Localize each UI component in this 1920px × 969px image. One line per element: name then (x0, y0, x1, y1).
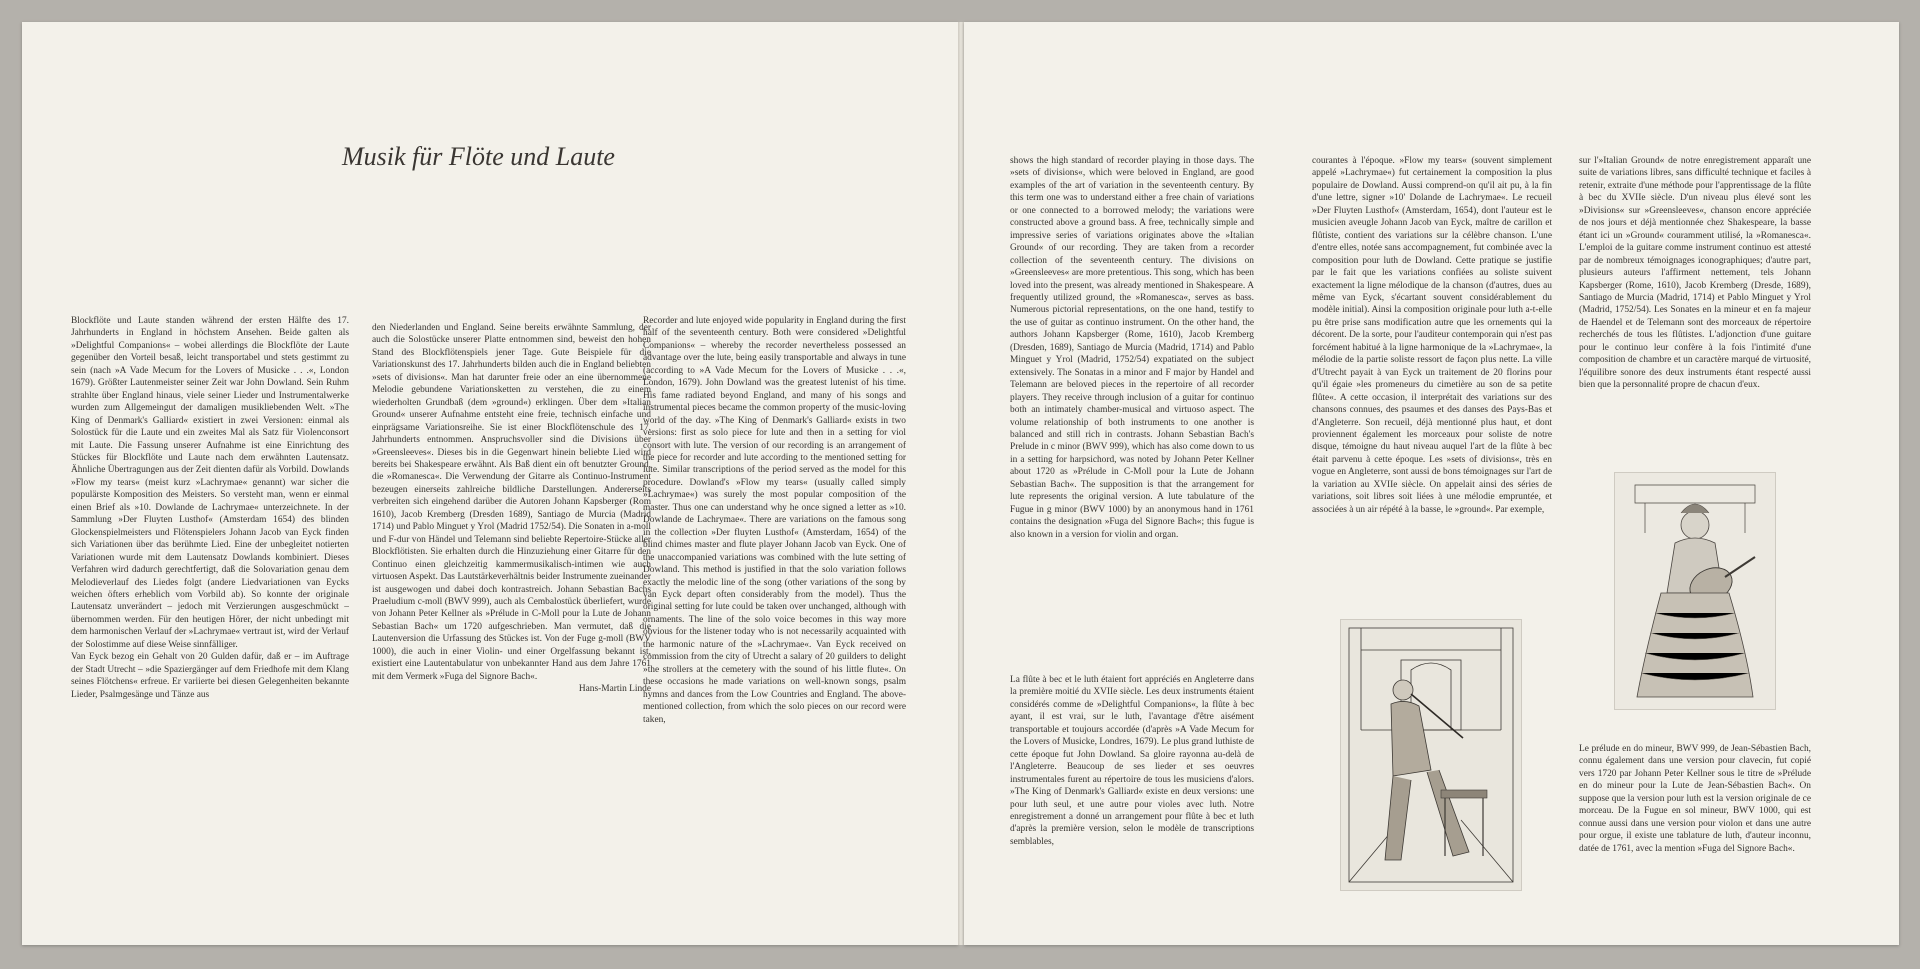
english-paragraph-2: shows the high standard of recorder playing in those days. The »sets of divisions«, which were beloved in England, are good examples of the art of variation in the seventeenth century. By this term one was to understand either a free chain of variations or one connected to a borrowed melody; the variations were constructed above a ground bass. A free, technically simple and impressive series of variations originates above the »Italian Ground« of our recording. They are taken from a recorder collection of the seventeenth century. The divisions on »Greensleeves« are more pretentious. This song, which has been loved into the present, was already mentioned in Shakespeare. A frequently utilized ground, the »Romanesca«, serves as bass. Numerous pictorial representations, on the one hand, testify to the use of guitar as continuo instrument. On the other hand, the authors Johann Kapsberger (Rome, 1610), Jacob Kremberg (Dresden, 1689), Santiago de Murcia (Madrid, 1714) and Pablo Minguet y Yrol (Madrid, 1752/54) expatiated on the subject extensively. The Sonatas in a minor and F major by Handel and Telemann are beloved pieces in the repertoire of all recorder players. They receive through inclusion of a guitar for continuo both an intimately chamber-musical and virtuoso aspect. The volume relationship of both instruments to one another is balanced and still rich in contrasts. Johann Sebastian Bach's Prelude in c minor (BWV 999), which has also come down to us in a setting for harpsichord, was noted by Johann Peter Kellner about 1720 as »Prélude in C-Moll pour la Lute de Johann Sebastian Bach«. The supposition is that the arrangement for lute represents the original version. A lute tabulature of the Fugue in g minor (BWV 1000) by an anonymous hand in 1761 contains the designation »Fuga del Signore Bach«; this fugue is also known in a version for violin and organ. (1010, 156, 1254, 540)
french-text-column-4 (1579, 743, 1811, 855)
german-paragraph-2: Van Eyck bezog ein Gehalt von 20 Gulden dafür, daß er – im Auftrage der Stadt Utrecht – »die Spaziergänger auf dem Friedhofe mit dem Klang seines Flötchens« erfreue. Er variierte bei diesen Gelegenheiten bekannte Lieder, Psalmgesänge und Tänze aus (71, 652, 349, 700)
french-paragraph-3: sur l'»Italian Ground« de notre enregistrement apparaît une suite de variations libres, sans difficulté technique et faciles à retenir, extraite d'une méthode pour l'apprentissage de la flûte à bec du XVIIe siècle. D'un niveau plus élevé sont les »Divisions« sur »Greensleeves«, chanson encore appréciée de nos jours et déjà mentionnée chez Shakespeare, la basse étant ici un »Ground« couramment utilisé, la »Romanesca«. L'emploi de la guitare comme instrument continuo est attesté par de nombreux témoignages iconographiques; d'autre part, plusieurs auteurs l'affirment nettement, tels Johann Kapsberger (Rome, 1610), Jacob Kremberg (Dresde, 1689), Santiago de Murcia (Madrid, 1714) et Pablo Minguet y Yrol (Madrid, 1752/54). Les Sonates en la mineur et en fa majeur de Haendel et de Telemann sont des morceaux de répertoire recherchés de tous les flûtistes. L'adjonction d'une guitare pour le continuo leur confère à la fois l'intimité d'une composition de chambre et un caractère marqué de virtuosité, l'équilibre sonore des deux instruments étant respecté aussi bien que la personnalité propre de chacun d'eux. (1579, 156, 1811, 391)
german-paragraph-1: Blockflöte und Laute standen während der ersten Hälfte des 17. Jahrhunderts in England in höchstem Ansehen. Beide galten als »Delightful Companions« – wobei allerdings die Blockflöte der Laute gegenüber den Vorteil besaß, leicht transportabel und stets gestimmt zu sein (nach »A Vade Mecum for the Lovers of Musicke . . .«, London 1679). Größter Lautenmeister seiner Zeit war John Dowland. Sein Ruhm strahlte über England hinaus, viele seiner Lieder und Instrumentalwerke wurden zum Allgemeingut der damaligen musikliebenden Welt. »The King of Denmark's Galliard« existiert in zwei Versionen: einmal als Solostück für die Laute und ein zweites Mal als Satz für Violenconsort mit Laute. Die Fassung unserer Aufnahme ist eine Einrichtung des Stückes für Blockflöte und Laute nach dem erwähnten Lautensatz. Ähnliche Übertragungen aus der Zeit dienten dafür als Vorbild. Dowlands »Flow my tears« (meist kurz »Lachrymae« genannt) war sicher die populärste Komposition des Meisters. So versteht man, wenn er einmal einen Brief als »10. Dowlande de Lachrymae« unterzeichnete. In der Sammlung »Der Fluyten Lusthof« (Amsterdam 1654) des blinden Glockenspielmeisters und Flötenspielers Johann Jacob van Eyck finden sich Variationen über das berühmte Lied. Eine der unbegleitet notierten Variationen wurde mit dem Lautensatz Dowlands kombiniert. Dieses Verfahren wird dadurch gerechtfertigt, daß die Solovariation genau dem Melodieverlauf des Liedes folgt (andere Liedvariationen van Eycks weichen öfters erheblich vom Vorbild ab). So konnte der originale Lautensatz unverändert – jedoch mit Verzierungen ausgeschmückt – übernommen werden. Für den heutigen Hörer, der nicht unbedingt mit dem harmonischen Verlauf der »Lachrymae« vertraut ist, wird der Verlauf der Solostimme auf diese Weise sinnfälliger. (71, 316, 349, 650)
right-page (964, 22, 1899, 945)
french-paragraph-2: courantes à l'époque. »Flow my tears« (souvent simplement appelé »Lachrymae«) fut certainement la composition la plus populaire de Dowland. Aussi comprend-on qu'il ait pu, à la fin d'une lettre, signer »10' Dolande de Lachrymae«. Le recueil »Der Fluyten Lusthof« (Amsterdam, 1654), dont l'auteur est le musicien aveugle Johann Jacob van Eyck, maître de carillon et flûtiste, contient des variations sur la célèbre chanson. L'une d'entre elles, notée sans accompagnement, fut combinée avec la composition pour luth de Dowland. Cette pratique se justifie par le fait que les variations confiées au soliste suivent exactement la ligne mélodique de la chanson (d'autres, dues au même van Eyck, s'écartant souvent considérablement du modèle initial). Ainsi la composition originale pour luth a-t-elle pu être prise sans modification autre que les ornements qui la décorent. De la sorte, pour l'auditeur contemporain qui n'est pas forcément habitué à la ligne harmonique de la »Lachrymae«, la mélodie de la partie soliste ressort de façon plus nette. La ville d'Utrecht payait à van Eyck un traitement de 20 florins pour qu'il égaie »les promeneurs du cimetière au son de sa petite flûte«. A cette occasion, il interprétait des variations sur des chansons connues, des psaumes et des danses des Pays-Bas et d'Angleterre. Son recueil, déjà mentionné plus haut, et dont proviennent également les morceaux pour soliste de notre disque, témoigne du haut niveau auquel l'art de la flûte à bec était parvenu à cette époque. Les »sets of divisions«, très en vogue en Angleterre, sont aussi de bons témoignages sur l'art de la variation au XVIIe siècle. On appelait ainsi des séries de variations, soit libres soit liées à une mélodie empruntée, et associées à un air répété à la basse, le »ground«. Par exemple, (1312, 156, 1552, 515)
author-signature: Hans-Martin Linde (578, 684, 651, 695)
left-page (22, 22, 958, 945)
french-text-column-2 (1312, 155, 1552, 516)
french-text-column-3 (1579, 155, 1811, 392)
german-text-column-2 (372, 322, 651, 696)
english-text-column-2 (1010, 155, 1254, 541)
page-title: Musik für Flöte und Laute (342, 142, 615, 171)
german-text-column-1 (71, 315, 349, 701)
english-paragraph-1: Recorder and lute enjoyed wide popularity in England during the first half of the seventeenth century. Both were considered »Delightful Companions« – whereby the recorder nevertheless possessed an advantage over the lute, being easily transportable and always in tune (according to »A Vade Mecum for the Lovers of Musicke . . .«, London, 1679). John Dowland was the greatest lutenist of his time. His fame radiated beyond England, and many of his songs and instrumental pieces became the common property of the music-loving world of the day. »The King of Denmark's Galliard« exists in two versions: first as solo piece for lute and then in a setting for viol consort with lute. The version of our recording is an arrangement of the piece for recorder and lute according to the mentioned setting for lute. Similar transcriptions of the period served as the model for this procedure. Dowland's »Flow my tears« (usually called simply »Lachrymae«) was surely the most popular composition of the master. Thus one can understand why he once signed a letter as »10. Dowlande de Lachrymae«. There are variations on the famous song in the collection »Der fluyten Lusthof« (Amsterdam, 1654) of the blind chimes master and flute player Johann Jacob van Eyck. One of the unaccompanied variations was combined with the lute setting of Dowland. This method is justified in that the solo variation follows exactly the melodic line of the song (other variations of the song by van Eyck depart often considerably from the model). Thus the original setting for lute could be taken over unchanged, although with ornaments. The line of the solo voice becomes in this way more obvious for the listener today who is not necessarily acquainted with the harmonic nature of the »Lachrymae«. Van Eyck received on commission from the city of Utrecht a salary of 20 guilders to delight »the strollers at the cemetery with the sound of his little flute«. On these occasions he made variations on well-known songs, psalm hymns and dances from the Low Countries and England. The above-mentioned collection, from which the solo pieces on our record were taken, (643, 316, 906, 725)
lute-player-engraving (1614, 472, 1776, 710)
flute-player-illustration (1341, 620, 1521, 890)
german-paragraph-3: den Niederlanden und England. Seine bereits erwähnte Sammlung, der auch die Solostücke unserer Platte entnommen sind, beweist den hohen Stand des Blockflötenspiels jener Tage. Gute Beispiele für die Variationskunst des 17. Jahrhunderts bilden auch die in England beliebten »sets of divisions«. Man hat darunter freie oder an eine übernommene Melodie gebundene Variationsketten zu verstehen, die zu einem wiederholten Grundbaß (dem »ground«) erklingen. Über dem »Italian Ground« unserer Aufnahme entsteht eine freie, technisch einfache und einprägsame Variationsreihe. Sie ist einer Blockflötenschule des 17. Jahrhunderts entnommen. Anspruchsvoller sind die Divisions über »Greensleeves«. Dieses bis in die Gegenwart hinein beliebte Lied wird bereits bei Shakespeare erwähnt. Als Baß dient ein oft benutzter Ground, die »Romanesca«. Die Verwendung der Gitarre als Continuo-Instrument bezeugen einerseits zahlreiche bildliche Darstellungen. Andererseits verbreiten sich eingehend darüber die Autoren Johann Kapsberger (Rom 1610), Jacob Kremberg (Dresden 1689), Santiago de Murcia (Madrid 1714) und Pablo Minguet y Yrol (Madrid 1752/54). Die Sonaten in a-moll und F-dur von Händel und Telemann sind beliebte Repertoire-Stücke aller Blockflötisten. Sie erhalten durch die Hinzuziehung einer Gitarre für den Continuo einen gleichzeitig kammermusikalisch-intimen wie auch virtuosen Aspekt. Das Lautstärkeverhältnis beider Instrumente zueinander ist ausgewogen und dabei doch kontrastreich. Johann Sebastian Bachs Praeludium c-moll (BWV 999), auch als Cembalostück überliefert, wurde von Johann Peter Kellner als »Prélude in C-Moll pour la Lute de Johann Sebastian Bach« um 1720 aufgeschrieben. Man vermutet, daß die Lautenversion die Urfassung des Stückes ist. Von der Fuge g-moll (BWV 1000), die auch in einer Violin- und einer Orgelfassung bekannt ist, existiert eine Lautentabulatur von unbekannter Hand aus dem Jahre 1761 mit dem Vermerk »Fuga del Signore Bach«. (372, 323, 651, 682)
lute-player-illustration (1615, 473, 1775, 709)
french-paragraph-4: Le prélude en do mineur, BWV 999, de Jean-Sébastien Bach, connu également dans une version pour clavecin, fut copié vers 1720 par Johann Peter Kellner sous le titre de »Prélude en do mineur pour la Lute de Jean-Sébastien Bach«. On suppose que la version pour luth est la version originale de ce morceau. De la Fugue en sol mineur, BWV 1000, qui est connue aussi dans une version pour violon et dans une autre pour orgue, il existe une tablature de luth, d'auteur inconnu, datée de 1761, avec la mention »Fuga del Signore Bach«. (1579, 744, 1811, 854)
french-paragraph-1: La flûte à bec et le luth étaient fort appréciés en Angleterre dans la première moitié du XVIIe siècle. Les deux instruments étaient considérés comme de »Delightful Companions«, la flûte à bec ayant, il est vrai, sur le luth, l'avantage d'être aisément transportable et toujours accordée (d'après »A Vade Mecum for the Lovers of Musicke, Londres, 1679). Le plus grand luthiste de cette époque fut John Dowland. Sa gloire rayonna au-delà de l'Angleterre. Beaucoup de ses lieder et ses oeuvres instrumentales furent au répertoire de tous les musiciens d'alors. »The King of Denmark's Galliard« existe en deux versions: une pour luth seul, et une autre pour violes avec luth. Notre enregistrement a donné un arrangement pour flûte à bec et luth d'après la première version, selon le modèle de transcriptions semblables, (1010, 675, 1254, 847)
flute-player-engraving (1340, 619, 1522, 891)
english-text-column-1 (643, 315, 906, 726)
french-text-column-1 (1010, 674, 1254, 848)
